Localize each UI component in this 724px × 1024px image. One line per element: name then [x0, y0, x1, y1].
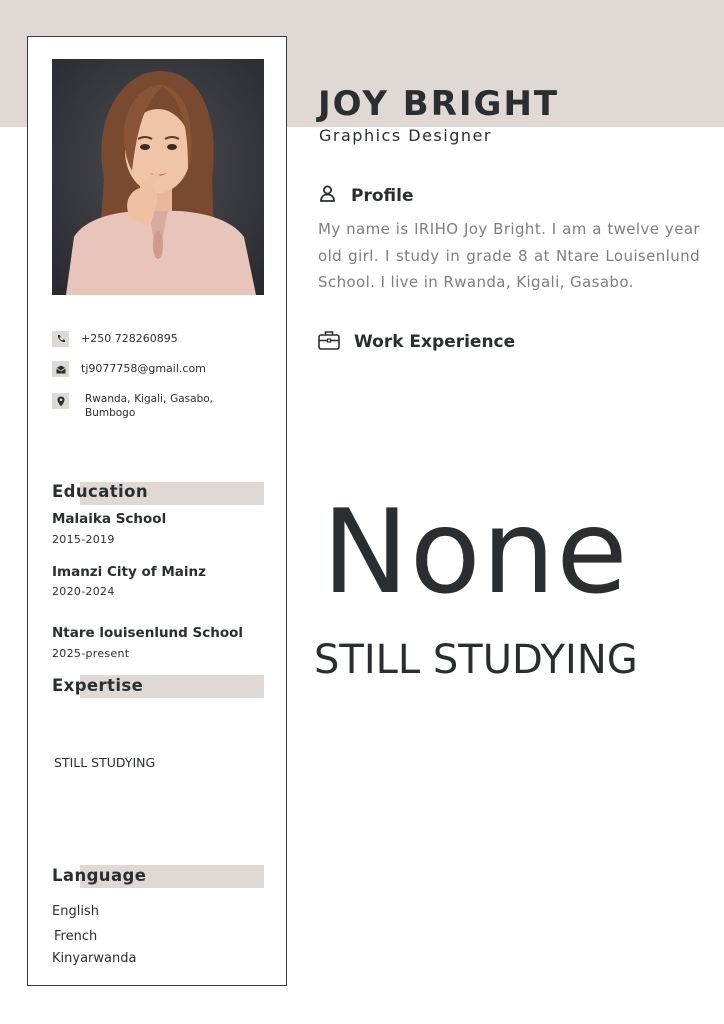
work-experience-title: Work Experience — [354, 332, 516, 352]
person-icon — [318, 184, 337, 207]
education-school-1: Malaika School — [52, 511, 167, 527]
contact-email — [52, 361, 206, 377]
phone-icon — [52, 331, 69, 347]
education-school-3: Ntare louisenlund School — [52, 625, 244, 641]
person-name: JOY BRIGHT — [318, 84, 560, 124]
education-years-3: 2025-present — [52, 647, 130, 660]
email-address: tj9077758@gmail.com — [81, 362, 206, 375]
profile-title: Profile — [351, 185, 414, 206]
work-heading — [318, 330, 515, 354]
email-icon — [52, 361, 69, 377]
briefcase-icon — [318, 330, 340, 354]
education-title: Education — [52, 482, 148, 501]
education-school-2: Imanzi City of Mainz — [52, 564, 206, 580]
profile-text: My name is IRIHO Joy Bright. I am a twelve year old girl. I study in grade 8 at Ntare Louisenlund School. I live in Rwanda, Kigali, Gasabo. — [318, 220, 700, 291]
language-item: English — [52, 904, 99, 919]
profile-heading — [318, 184, 413, 207]
location-icon — [52, 393, 69, 409]
expertise-title: Expertise — [52, 676, 144, 695]
job-title: Graphics Designer — [319, 126, 492, 145]
contact-address — [52, 392, 213, 420]
work-experience-value: None — [322, 485, 629, 620]
language-title: Language — [52, 866, 147, 885]
language-item: Kinyarwanda — [52, 951, 137, 966]
contact-phone — [52, 331, 178, 347]
phone-number: +250 728260895 — [81, 332, 178, 345]
language-item: French — [54, 929, 98, 944]
education-years-2: 2020-2024 — [52, 585, 115, 598]
address-text: Rwanda, Kigali, Gasabo, Bumbogo — [85, 393, 213, 419]
education-years-1: 2015-2019 — [52, 533, 115, 546]
expertise-text: STILL STUDYING — [54, 755, 156, 770]
work-experience-note: STILL STUDYING — [314, 637, 638, 683]
profile-photo — [52, 59, 264, 295]
